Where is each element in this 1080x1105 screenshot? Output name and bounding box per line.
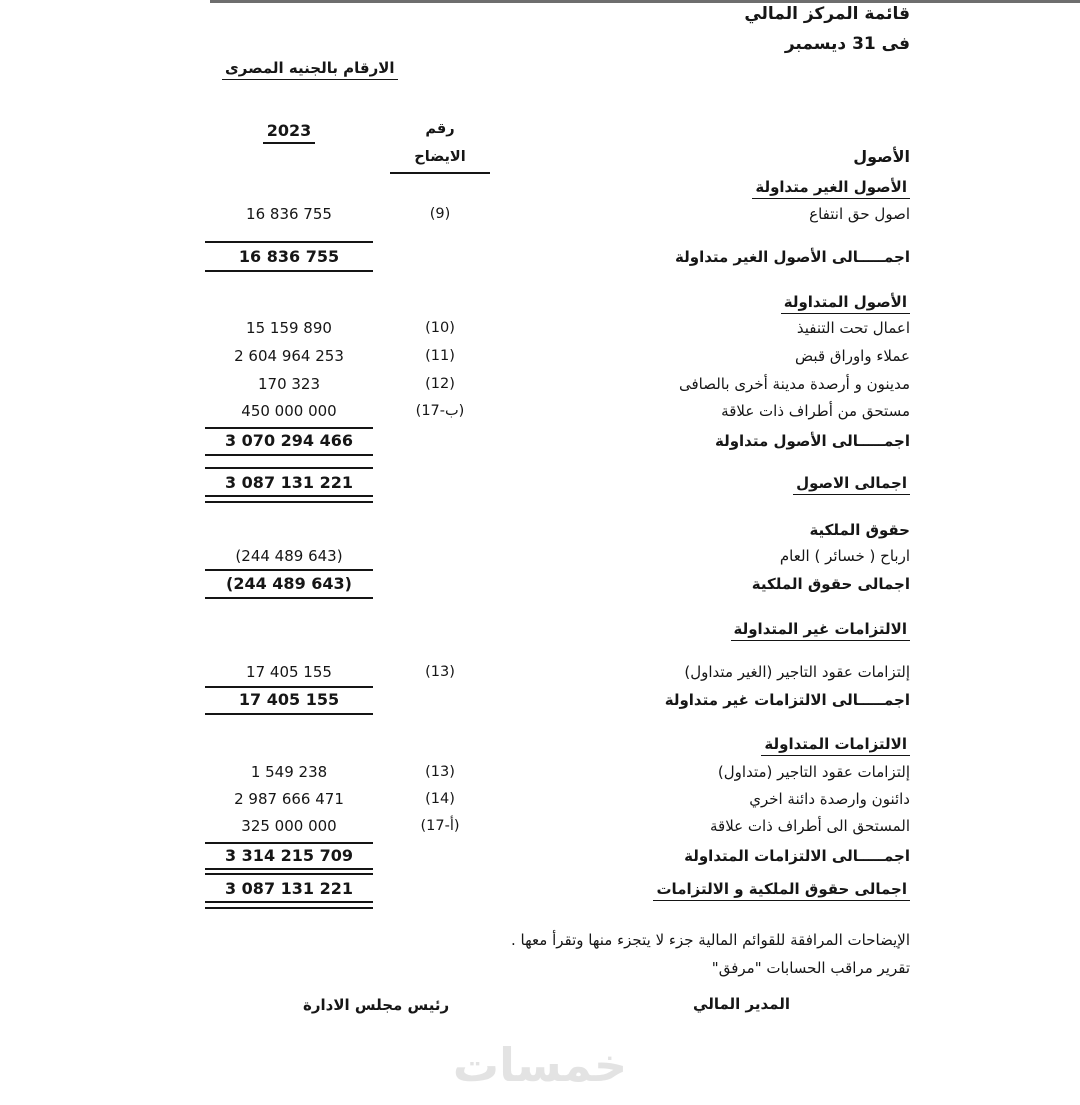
ruled-line	[205, 427, 373, 429]
section-heading-equity: حقوق الملكية	[809, 521, 910, 539]
line-item-label: اصول حق انتفاع	[809, 205, 910, 223]
line-item-amount: 2 604 964 253	[234, 347, 344, 365]
total-label: اجمـــــالى الالتزامات المتداولة	[684, 847, 910, 865]
note-column-header-line1: رقم	[425, 121, 455, 137]
line-item-label: المستحق الى أطراف ذات علاقة	[709, 817, 910, 835]
ruled-line	[205, 713, 373, 715]
section-heading-non-current-liabilities: الالتزامات غير المتداولة	[731, 618, 911, 640]
total-label: اجمـــــالى الأصول متداولة	[714, 432, 910, 450]
line-item-amount: (244 489 643)	[235, 547, 343, 565]
line-item-amount: 170 323	[257, 375, 321, 393]
currency-note-text: الارقام بالجنيه المصرى	[222, 59, 398, 80]
year-column-header	[205, 120, 373, 142]
ruled-line	[205, 270, 373, 272]
line-item-amount: 15 159 890	[246, 319, 332, 337]
note-ref: (12)	[425, 376, 455, 392]
footer-note-auditor-report: تقرير مراقب الحسابات "مرفق"	[711, 959, 910, 977]
note-ref: (13)	[425, 764, 455, 780]
note-column-header-line2: الايضاح	[414, 149, 466, 165]
total-label: اجمالى حقوق الملكية	[751, 575, 910, 593]
note-column-underline	[390, 172, 490, 174]
total-amount: 3 070 294 466	[224, 431, 354, 450]
line-item-amount: 16 836 755	[246, 205, 332, 223]
ruled-line	[205, 873, 373, 875]
section-heading-current-assets: الأصول المتداولة	[781, 291, 910, 313]
line-item-amount: 2 987 666 471	[234, 790, 344, 808]
total-equity-liabilities-amount: 3 087 131 221	[224, 879, 354, 898]
ruled-line	[205, 842, 373, 844]
year-column-header-text: 2023	[263, 121, 316, 144]
statement-date: فى 31 ديسمبر	[784, 34, 910, 54]
currency-note	[222, 57, 398, 79]
signature-financial-manager: المدير المالي	[693, 995, 790, 1013]
total-assets-label: اجمالى الاصول	[793, 472, 910, 494]
total-label: اجمـــــالى الأصول الغير متداولة	[675, 248, 910, 266]
line-item-amount: 17 405 155	[246, 663, 332, 681]
signature-chairman: رئيس مجلس الادارة	[303, 996, 450, 1014]
line-item-label: عملاء واوراق قبض	[795, 347, 910, 365]
statement-title: قائمة المركز المالي	[744, 4, 910, 24]
ruled-line	[205, 241, 373, 243]
note-ref: (14)	[425, 791, 455, 807]
line-item-amount: 1 549 238	[250, 763, 328, 781]
ruled-line	[205, 597, 373, 599]
total-assets-amount: 3 087 131 221	[224, 473, 354, 492]
ruled-line	[205, 686, 373, 688]
note-ref: (ب-17)	[415, 403, 465, 419]
line-item-amount: 450 000 000	[241, 402, 337, 420]
total-amount: 3 314 215 709	[224, 846, 354, 865]
line-item-label: إلتزامات عقود التاجير (الغير متداول)	[684, 663, 910, 681]
total-amount: 17 405 155	[238, 690, 340, 709]
ruled-line	[205, 868, 373, 870]
note-ref: (أ-17)	[420, 818, 460, 834]
double-ruled-line	[205, 901, 373, 909]
note-ref: (13)	[425, 664, 455, 680]
ruled-line	[205, 467, 373, 469]
note-ref: (10)	[425, 320, 455, 336]
total-amount: 16 836 755	[238, 247, 340, 266]
line-item-label: اعمال تحت التنفيذ	[796, 319, 910, 337]
total-equity-liabilities-label: اجمالى حقوق الملكية و الالتزامات	[653, 878, 910, 900]
line-item-label: إلتزامات عقود التاجير (متداول)	[717, 763, 910, 781]
line-item-label: مدينون و أرصدة مدينة أخرى بالصافى	[678, 375, 910, 393]
note-ref: (11)	[425, 348, 455, 364]
khamsat-watermark: خمسات	[452, 1038, 628, 1092]
double-ruled-line	[205, 495, 373, 503]
ruled-line	[205, 569, 373, 571]
footer-note-accompanying: الإيضاحات المرافقة للقوائم المالية جزء لا يتجزء منها وتقرأ معها .	[511, 931, 910, 949]
line-item-label: دائنون وارصدة دائنة اخري	[749, 790, 910, 808]
note-ref: (9)	[429, 206, 451, 222]
total-amount: (244 489 643)	[226, 574, 352, 593]
line-item-amount: 325 000 000	[241, 817, 337, 835]
section-heading-current-liabilities: الالتزامات المتداولة	[761, 733, 910, 755]
assets-heading: الأصول	[853, 147, 910, 166]
scan-edge-artifact	[210, 0, 1080, 3]
total-label: اجمـــــالى الالتزامات غير متداولة	[664, 691, 910, 709]
ruled-line	[205, 454, 373, 456]
line-item-label: ارباح ( خسائر ) العام	[779, 547, 910, 565]
section-heading-non-current-assets: الأصول الغير متداولة	[752, 176, 910, 198]
line-item-label: مستحق من أطراف ذات علاقة	[721, 402, 910, 420]
